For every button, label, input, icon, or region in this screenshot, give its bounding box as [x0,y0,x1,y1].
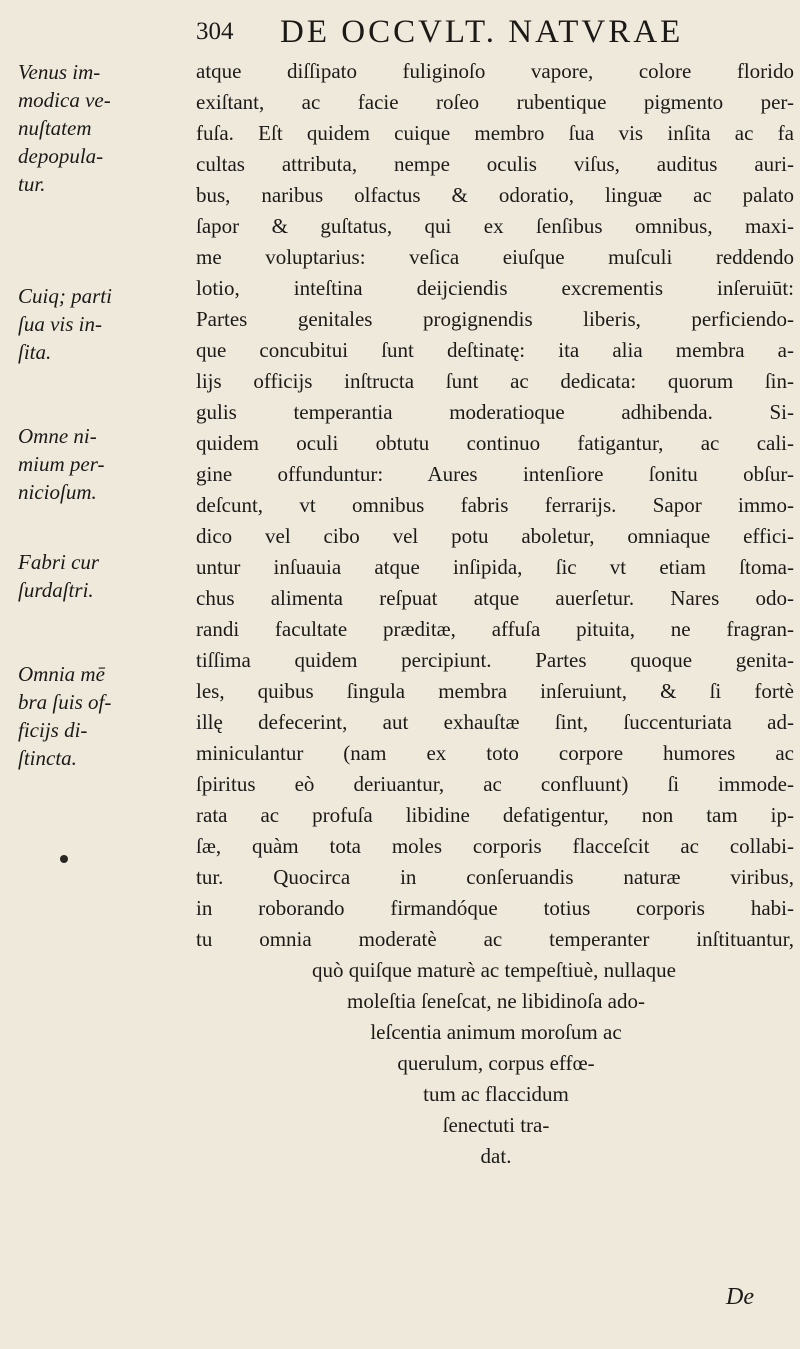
margin-note-line: Omnia mē [18,662,105,686]
text-line: ſapor & guſtatus, qui ex ſenſibus omnibus, maxi- [196,214,794,238]
margin-notes [0,0,190,1349]
margin-note [18,660,188,772]
text-line: tiſſima quidem percipiunt. Partes quoque genita- [196,648,794,672]
text-line: cultas attributa, nempe oculis viſus, auditus auri- [196,152,794,176]
margin-note [18,422,188,506]
margin-note-line: Omne ni- [18,424,97,448]
text-line: me voluptarius: veſica eiuſque muſculi reddendo [196,245,794,269]
text-line: in roborando firmandóque totius corporis habi- [196,896,794,920]
text-line: randi facultate præditæ, affuſa pituita, ne fragran- [196,617,794,641]
margin-note [18,548,188,604]
text-line: quò quiſque maturè ac tempeſtiuè, nullaque [312,958,676,982]
text-line: untur inſuauia atque inſipida, ſic vt etiam ſtoma- [196,555,794,579]
text-line: ſpiritus eò deriuantur, ac confluunt) ſi immode- [196,772,794,796]
page-number: 304 [196,18,234,45]
running-title: DE OCCVLT. NATVRAE [280,14,684,50]
margin-note-line: ſita. [18,340,52,364]
text-line: atque diſſipato fuliginoſo vapore, colore florido [196,59,794,83]
text-line: fuſa. Eſt quidem cuique membro ſua vis inſita ac fa [196,121,794,145]
text-line: quidem oculi obtutu continuo fatigantur, ac cali- [196,431,794,455]
text-line: chus alimenta reſpuat atque auerſetur. Nares odo- [196,586,794,610]
text-line: illę defecerint, aut exhauſtæ ſint, ſuccenturiata ad- [196,710,794,734]
text-line: gulis temperantia moderatioque adhibenda. Si- [196,400,794,424]
margin-note-line: mium per- [18,452,105,476]
page-header [190,14,790,54]
text-line: tu omnia moderatè ac temperanter inſtituantur, [196,927,794,951]
text-line: exiſtant, ac facie roſeo rubentique pigmento per- [196,90,794,114]
margin-note-line: bra ſuis of- [18,690,112,714]
margin-note [18,282,188,366]
text-line: ſenectuti tra- [442,1113,550,1137]
margin-note-line: Venus im- [18,60,101,84]
margin-note [18,58,188,198]
margin-note-line: ſua vis in- [18,312,102,336]
text-line: Partes genitales progignendis liberis, perficiendo- [196,307,794,331]
text-line: tur. Quocirca in conſeruandis naturæ viribus, [196,865,794,889]
text-line: bus, naribus olfactus & odoratio, linguæ ac palato [196,183,794,207]
margin-note-line: tur. [18,172,46,196]
margin-note-line: nicioſum. [18,480,97,504]
text-line: miniculantur (nam ex toto corpore humores ac [196,741,794,765]
margin-note-line: nuſtatem [18,116,92,140]
margin-note-line: modica ve- [18,88,111,112]
text-line: ſæ, quàm tota moles corporis flacceſcit ac collabi- [196,834,794,858]
margin-note-line: depopula- [18,144,104,168]
text-line: lijs officijs inſtructa ſunt ac dedicata: quorum ſin- [196,369,794,393]
margin-note-line: ficijs di- [18,718,88,742]
text-line: que concubitui ſunt deſtinatę: ita alia membra a- [196,338,794,362]
margin-note-line: ſurdaſtri. [18,578,94,602]
text-line: gine offunduntur: Aures intenſiore ſonitu obſur- [196,462,794,486]
text-line: dat. [480,1144,512,1168]
printer-mark-dot [60,855,68,863]
text-line: leſcentia animum moroſum ac [370,1020,622,1044]
margin-note-line: ſtincta. [18,746,77,770]
margin-note-line: Cuiq; parti [18,284,112,308]
text-line: tum ac flaccidum [423,1082,569,1106]
text-line: querulum, corpus effœ- [397,1051,595,1075]
text-line: moleſtia ſeneſcat, ne libidinoſa ado- [347,989,645,1013]
text-line: dico vel cibo vel potu aboletur, omniaque effici- [196,524,794,548]
text-line: lotio, inteſtina deijciendis excrementis inſeruiūt: [196,276,794,300]
catchword: De [726,1284,754,1310]
text-line: les, quibus ſingula membra inſeruiunt, & ſi fortè [196,679,794,703]
margin-note-line: Fabri cur [18,550,100,574]
text-line: deſcunt, vt omnibus fabris ferrarijs. Sapor immo- [196,493,794,517]
text-line: rata ac profuſa libidine defatigentur, non tam ip- [196,803,794,827]
